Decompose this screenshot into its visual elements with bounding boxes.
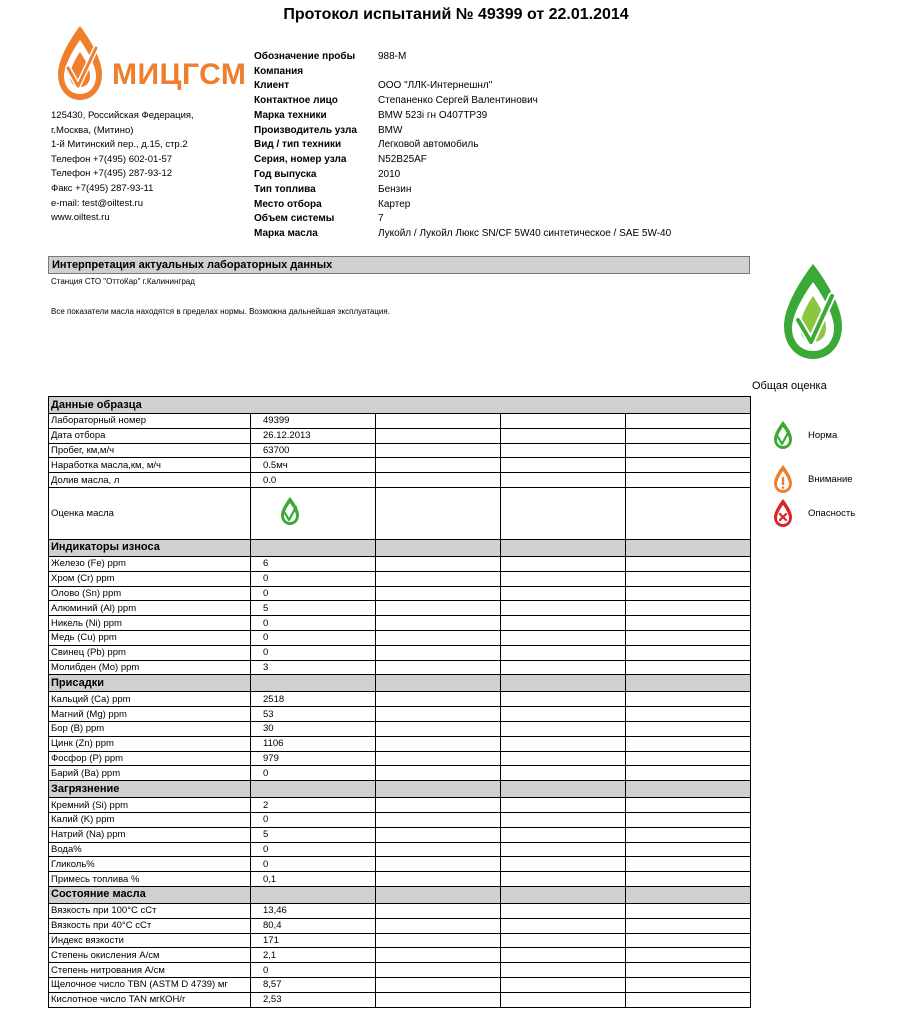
table-row [49,458,751,473]
section-cell [501,675,626,692]
row-value: 0 [251,630,376,645]
empty-cell [376,751,501,766]
empty-cell [626,487,751,539]
legend-item-danger [772,498,892,528]
empty-cell [376,556,501,571]
empty-cell [376,473,501,488]
row-value: 5 [251,601,376,616]
empty-cell [501,428,626,443]
info-label: Контактное лицо [254,95,338,107]
empty-cell [501,933,626,948]
row-value: 2518 [251,692,376,707]
empty-cell [626,616,751,631]
row-label: Долив масла, л [49,473,251,488]
empty-cell [501,857,626,872]
row-value: 0 [251,616,376,631]
interpretation-header: Интерпретация актуальных лабораторных данных [48,256,750,274]
section-cell [626,675,751,692]
row-label: Оценка масла [49,487,251,539]
empty-cell [626,556,751,571]
row-value: 49399 [251,414,376,429]
empty-cell [376,842,501,857]
section-header [49,781,751,798]
row-label: Железо (Fe) ppm [49,556,251,571]
legend-label: Внимание [808,474,853,485]
empty-cell [501,948,626,963]
row-label: Индекс вязкости [49,933,251,948]
row-value: 8,57 [251,977,376,992]
empty-cell [501,692,626,707]
empty-cell [626,736,751,751]
empty-cell [376,601,501,616]
empty-cell [626,963,751,978]
section-cell [251,781,376,798]
info-row [254,226,671,241]
section-header [49,539,751,556]
row-label: Хром (Cr) ppm [49,571,251,586]
contact-line: Телефон +7(495) 602-01-57 [51,153,173,165]
section-cell [376,539,501,556]
empty-cell [626,977,751,992]
empty-cell [376,857,501,872]
row-value: 26.12.2013 [251,428,376,443]
table-row [49,798,751,813]
info-label: Обозначение пробы [254,50,356,62]
row-value: 2,1 [251,948,376,963]
table-row [49,601,751,616]
empty-cell [501,736,626,751]
info-label: Вид / тип техники [254,139,342,151]
table-row [49,751,751,766]
row-value: 1106 [251,736,376,751]
empty-cell [376,963,501,978]
section-cell [251,539,376,556]
table-row [49,977,751,992]
table-row [49,963,751,978]
row-label: Кальций (Ca) ppm [49,692,251,707]
table-row [49,842,751,857]
section-cell [501,539,626,556]
section-cell [626,886,751,903]
empty-cell [626,933,751,948]
info-row [254,123,671,138]
row-label: Примесь топлива % [49,872,251,887]
empty-cell [376,812,501,827]
empty-cell [376,933,501,948]
empty-cell [501,963,626,978]
table-row [49,933,751,948]
contact-line: 125430, Российская Федерация, [51,110,194,121]
drop-danger-icon [772,498,794,528]
empty-cell [376,443,501,458]
row-value: 979 [251,751,376,766]
empty-cell [376,977,501,992]
empty-cell [376,630,501,645]
legend-label: Опасность [808,508,856,519]
info-label: Компания [254,65,304,77]
empty-cell [501,872,626,887]
empty-cell [376,903,501,918]
row-value: 0 [251,963,376,978]
info-value: N52B25AF [378,154,427,166]
empty-cell [501,630,626,645]
empty-cell [501,707,626,722]
row-label: Вязкость при 40°С сСт [49,918,251,933]
row-label: Вода% [49,842,251,857]
row-value: 0 [251,586,376,601]
row-value: 63700 [251,443,376,458]
contact-line: Факс +7(495) 287-93-11 [51,182,154,194]
info-row [254,211,671,226]
station-text: Станция СТО "ОттоКар" г.Калининград [51,277,195,286]
row-label: Бор (B) ppm [49,721,251,736]
row-label: Калий (K) ppm [49,812,251,827]
row-label: Барий (Ba) ppm [49,766,251,781]
row-label: Олово (Sn) ppm [49,586,251,601]
drop-warning-icon [772,464,794,494]
empty-cell [501,827,626,842]
empty-cell [626,751,751,766]
empty-cell [501,798,626,813]
empty-cell [626,903,751,918]
empty-cell [376,616,501,631]
empty-cell [376,487,501,539]
table-row [49,616,751,631]
row-value: 13,46 [251,903,376,918]
table-row [49,487,751,539]
row-value: 0.0 [251,473,376,488]
row-value: 0 [251,812,376,827]
info-label: Объем системы [254,213,335,225]
empty-cell [626,586,751,601]
page-title: Протокол испытаний № 49399 от 22.01.2014 [283,6,629,23]
section-title: Загрязнение [49,781,251,798]
contact-line: www.oiltest.ru [51,212,110,224]
row-value: 0 [251,571,376,586]
empty-cell [501,571,626,586]
table-row [49,903,751,918]
empty-cell [626,948,751,963]
row-label: Алюминий (Al) ppm [49,601,251,616]
info-value: Степаненко Сергей Валентинович [378,95,538,107]
empty-cell [501,586,626,601]
table-row [49,571,751,586]
row-value: 0 [251,766,376,781]
table-row [49,630,751,645]
legend-label: Норма [808,430,838,441]
oil-rating-icon [279,495,301,527]
table-row [49,992,751,1007]
info-row [254,197,671,212]
empty-cell [376,660,501,675]
empty-cell [376,428,501,443]
row-label: Кремний (Si) ppm [49,798,251,813]
table-row [49,857,751,872]
row-value: 6 [251,556,376,571]
info-label: Место отбора [254,198,322,210]
overall-rating-label: Общая оценка [752,380,827,392]
contact-line: 1-й Митинский пер., д.15, стр.2 [51,139,188,151]
empty-cell [376,707,501,722]
empty-cell [501,443,626,458]
info-value: BMW 523i гн О407ТР39 [378,109,488,121]
table-row [49,707,751,722]
row-value: 0,1 [251,872,376,887]
empty-cell [376,918,501,933]
empty-cell [376,586,501,601]
section-title: Данные образца [49,397,751,414]
table-row [49,721,751,736]
empty-cell [501,903,626,918]
table-row [49,414,751,429]
row-label: Медь (Cu) ppm [49,630,251,645]
table-row [49,473,751,488]
empty-cell [376,872,501,887]
contact-line: Телефон +7(495) 287-93-12 [51,168,173,180]
info-value: ООО "ЛЛК-Интернешнл" [378,80,493,92]
table-row [49,827,751,842]
table-row [49,736,751,751]
empty-cell [501,414,626,429]
empty-cell [626,571,751,586]
row-label: Фосфор (P) ppm [49,751,251,766]
table-row [49,586,751,601]
empty-cell [626,766,751,781]
row-value: 80,4 [251,918,376,933]
row-value: 0.5мч [251,458,376,473]
empty-cell [626,798,751,813]
table-row [49,645,751,660]
row-value: 0 [251,857,376,872]
empty-cell [626,812,751,827]
row-value: 3 [251,660,376,675]
empty-cell [501,812,626,827]
row-value: 2,53 [251,992,376,1007]
table-row [49,556,751,571]
contact-line: e-mail: test@oiltest.ru [51,197,144,209]
empty-cell [626,645,751,660]
row-label: Натрий (Na) ppm [49,827,251,842]
table-row [49,766,751,781]
row-value: 0 [251,842,376,857]
empty-cell [626,458,751,473]
empty-cell [626,473,751,488]
row-value: 0 [251,645,376,660]
info-label: Тип топлива [254,183,316,195]
section-cell [376,675,501,692]
results-table [48,396,751,1008]
empty-cell [501,487,626,539]
empty-cell [626,601,751,616]
empty-cell [626,443,751,458]
empty-cell [626,857,751,872]
empty-cell [376,736,501,751]
empty-cell [376,414,501,429]
row-label: Дата отбора [49,428,251,443]
empty-cell [626,918,751,933]
section-title: Состояние масла [49,886,251,903]
section-cell [626,539,751,556]
empty-cell [376,992,501,1007]
info-label: Серия, номер узла [254,154,347,166]
empty-cell [501,473,626,488]
table-row [49,872,751,887]
info-value: Бензин [378,183,412,195]
empty-cell [626,414,751,429]
empty-cell [376,798,501,813]
empty-cell [501,556,626,571]
section-cell [251,675,376,692]
row-label: Кислотное число TAN мгКОН/г [49,992,251,1007]
empty-cell [626,827,751,842]
legend-item-attention [772,464,892,494]
info-row [254,138,671,153]
table-row [49,428,751,443]
info-row [254,167,671,182]
row-label: Пробег, км,м/ч [49,443,251,458]
empty-cell [626,992,751,1007]
info-row [254,152,671,167]
info-value: 2010 [378,169,401,180]
table-row [49,812,751,827]
empty-cell [501,918,626,933]
table-row [49,660,751,675]
info-value: 7 [378,213,384,225]
legend-item-norma [772,420,892,450]
row-label: Магний (Mg) ppm [49,707,251,722]
contact-line: г.Москва, (Митино) [51,124,134,136]
section-header [49,675,751,692]
empty-cell [501,751,626,766]
section-title: Индикаторы износа [49,539,251,556]
info-label: Марка масла [254,228,318,240]
empty-cell [501,601,626,616]
info-value: BMW [378,124,403,136]
empty-cell [501,977,626,992]
table-row [49,692,751,707]
info-value: Картер [378,198,411,210]
empty-cell [376,458,501,473]
info-row [254,79,671,94]
empty-cell [501,721,626,736]
info-row [254,64,671,79]
section-cell [501,886,626,903]
empty-cell [376,571,501,586]
empty-cell [501,992,626,1007]
section-cell [376,886,501,903]
table-row [49,443,751,458]
drop-check-icon [772,420,794,450]
empty-cell [501,766,626,781]
info-value: Легковой автомобиль [378,139,479,151]
contact-block [51,109,194,226]
row-label: Щелочное число TBN (ASTM D 4739) мг [49,977,251,992]
row-value: 2 [251,798,376,813]
empty-cell [626,692,751,707]
info-value: 988-М [378,50,407,62]
info-row [254,93,671,108]
brand-name: МИЦГСМ [112,58,247,91]
empty-cell [376,827,501,842]
empty-cell [626,630,751,645]
row-label: Цинк (Zn) ppm [49,736,251,751]
table-row [49,918,751,933]
row-label: Молибден (Mo) ppm [49,660,251,675]
row-label: Никель (Ni) ppm [49,616,251,631]
row-label: Степень нитрования А/см [49,963,251,978]
conclusion-text: Все показатели масла находятся в пределах нормы. Возможна дальнейшая эксплуатация. [51,307,390,316]
section-cell [626,781,751,798]
empty-cell [626,428,751,443]
empty-cell [501,645,626,660]
row-label: Степень окисления А/см [49,948,251,963]
row-value: 171 [251,933,376,948]
empty-cell [626,721,751,736]
row-label: Вязкость при 100°С сСт [49,903,251,918]
overall-rating-icon [778,262,848,362]
info-label: Марка техники [254,109,327,121]
empty-cell [501,842,626,857]
row-label: Лабораторный номер [49,414,251,429]
info-row [254,49,671,64]
section-title: Присадки [49,675,251,692]
empty-cell [626,707,751,722]
section-header [49,397,751,414]
row-value: 53 [251,707,376,722]
info-row [254,182,671,197]
info-label: Год выпуска [254,169,317,180]
empty-cell [376,645,501,660]
empty-cell [376,692,501,707]
row-value [251,487,376,539]
section-cell [376,781,501,798]
row-label: Наработка масла,км, м/ч [49,458,251,473]
row-label: Гликоль% [49,857,251,872]
info-label: Производитель узла [254,124,357,136]
row-label: Свинец (Pb) ppm [49,645,251,660]
section-cell [501,781,626,798]
table-row [49,948,751,963]
empty-cell [376,766,501,781]
info-label: Клиент [254,80,290,92]
row-value: 30 [251,721,376,736]
section-cell [251,886,376,903]
empty-cell [376,721,501,736]
info-row [254,108,671,123]
info-value: Лукойл / Лукойл Люкс SN/CF 5W40 синтетическое / SAE 5W-40 [378,228,672,240]
empty-cell [501,616,626,631]
sample-info [254,49,671,241]
section-header [49,886,751,903]
empty-cell [501,458,626,473]
empty-cell [626,842,751,857]
empty-cell [501,660,626,675]
empty-cell [626,660,751,675]
empty-cell [626,872,751,887]
row-value: 5 [251,827,376,842]
logo-drop-icon [50,24,110,104]
empty-cell [376,948,501,963]
